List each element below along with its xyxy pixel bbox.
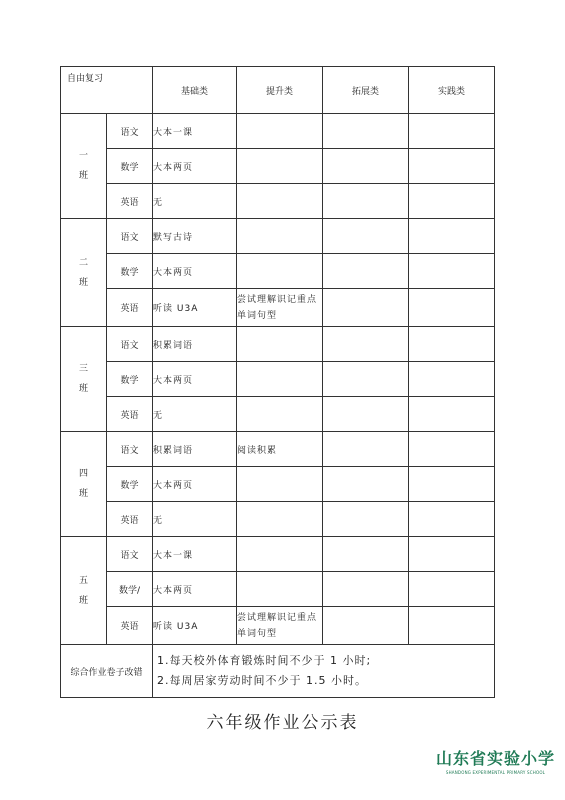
logo-chinese-name: 山东省实验小学 [435,749,555,768]
header-row [61,67,495,114]
practice-cell [409,184,495,219]
table-row [61,254,495,289]
practice-cell [409,572,495,607]
subject-cell: 英语 [107,502,153,537]
practice-cell [409,432,495,467]
basic-cell: 大本一课 [153,114,237,149]
class-label: 一 班 [61,114,107,219]
subject-cell: 数学 [107,467,153,502]
basic-cell: 大本两页 [153,572,237,607]
subject-cell: 语文 [107,432,153,467]
practice-cell [409,114,495,149]
improve-cell [237,327,323,362]
column-header-practice: 实践类 [409,67,495,114]
table-row [61,289,495,327]
table-row [61,149,495,184]
column-header-extend: 拓展类 [323,67,409,114]
subject-cell: 英语 [107,184,153,219]
extend-cell [323,219,409,254]
subject-cell: 英语 [107,397,153,432]
basic-cell: 大本两页 [153,254,237,289]
class-label: 三 班 [61,327,107,432]
homework-table [60,66,495,698]
basic-cell: 大本两页 [153,149,237,184]
extend-cell [323,467,409,502]
extend-cell [323,362,409,397]
table-row [61,572,495,607]
table-row [61,467,495,502]
practice-cell [409,219,495,254]
practice-cell [409,362,495,397]
improve-cell [237,397,323,432]
improve-cell [237,467,323,502]
practice-cell [409,502,495,537]
subject-cell: 语文 [107,114,153,149]
practice-cell [409,467,495,502]
table-row [61,502,495,537]
table-row [61,607,495,645]
column-header-improve: 提升类 [237,67,323,114]
basic-cell: 大本两页 [153,362,237,397]
practice-cell [409,397,495,432]
extend-cell [323,184,409,219]
basic-cell: 积累词语 [153,327,237,362]
improve-cell [237,114,323,149]
improve-cell [237,537,323,572]
extend-cell [323,289,409,327]
extend-cell [323,327,409,362]
practice-cell [409,607,495,645]
basic-cell: 无 [153,397,237,432]
extend-cell [323,432,409,467]
basic-cell: 无 [153,502,237,537]
page-caption: 六年级作业公示表 [206,713,359,733]
basic-cell: 无 [153,184,237,219]
table-row [61,219,495,254]
basic-cell: 大本两页 [153,467,237,502]
table-row [61,114,495,149]
practice-cell [409,149,495,184]
extend-cell [323,254,409,289]
note-line: 1.每天校外体育锻炼时间不少于 1 小时; [157,654,372,667]
subject-cell: 语文 [107,219,153,254]
class-label: 二 班 [61,219,107,327]
improve-cell [237,362,323,397]
subject-cell: 英语 [107,607,153,645]
table-row [61,432,495,467]
class-label: 四 班 [61,432,107,537]
extend-cell [323,397,409,432]
note-line: 2.每周居家劳动时间不少于 1.5 小时。 [157,674,367,687]
extend-cell [323,502,409,537]
improve-cell [237,502,323,537]
table-row [61,537,495,572]
class-label: 五 班 [61,537,107,645]
table-row [61,397,495,432]
footer-label: 综合作业卷子改错 [61,645,153,698]
extend-cell [323,537,409,572]
subject-cell: 数学/ [107,572,153,607]
practice-cell [409,289,495,327]
basic-cell: 听读 U3A [153,289,237,327]
basic-cell: 听读 U3A [153,607,237,645]
extend-cell [323,149,409,184]
table-row [61,327,495,362]
extend-cell [323,572,409,607]
extend-cell [323,114,409,149]
improve-cell: 尝试理解识记重点单词句型 [237,289,323,327]
footer-notes [153,645,495,698]
footer-row [61,645,495,698]
corner-label: 自由复习 [61,67,153,114]
improve-cell: 阅读积累 [237,432,323,467]
improve-cell [237,184,323,219]
improve-cell [237,219,323,254]
practice-cell [409,327,495,362]
subject-cell: 语文 [107,537,153,572]
column-header-basic: 基础类 [153,67,237,114]
subject-cell: 语文 [107,327,153,362]
subject-cell: 数学 [107,254,153,289]
improve-cell [237,254,323,289]
practice-cell [409,537,495,572]
extend-cell [323,607,409,645]
table-row [61,184,495,219]
basic-cell: 积累词语 [153,432,237,467]
table-row [61,362,495,397]
basic-cell: 大本一课 [153,537,237,572]
improve-cell [237,572,323,607]
subject-cell: 英语 [107,289,153,327]
subject-cell: 数学 [107,149,153,184]
improve-cell [237,149,323,184]
subject-cell: 数学 [107,362,153,397]
logo-english-name: SHANDONG EXPERIMENTAL PRIMARY SCHOOL [445,770,546,775]
improve-cell: 尝试理解识记重点单词句型 [237,607,323,645]
basic-cell: 默写古诗 [153,219,237,254]
school-logo [436,746,555,775]
practice-cell [409,254,495,289]
